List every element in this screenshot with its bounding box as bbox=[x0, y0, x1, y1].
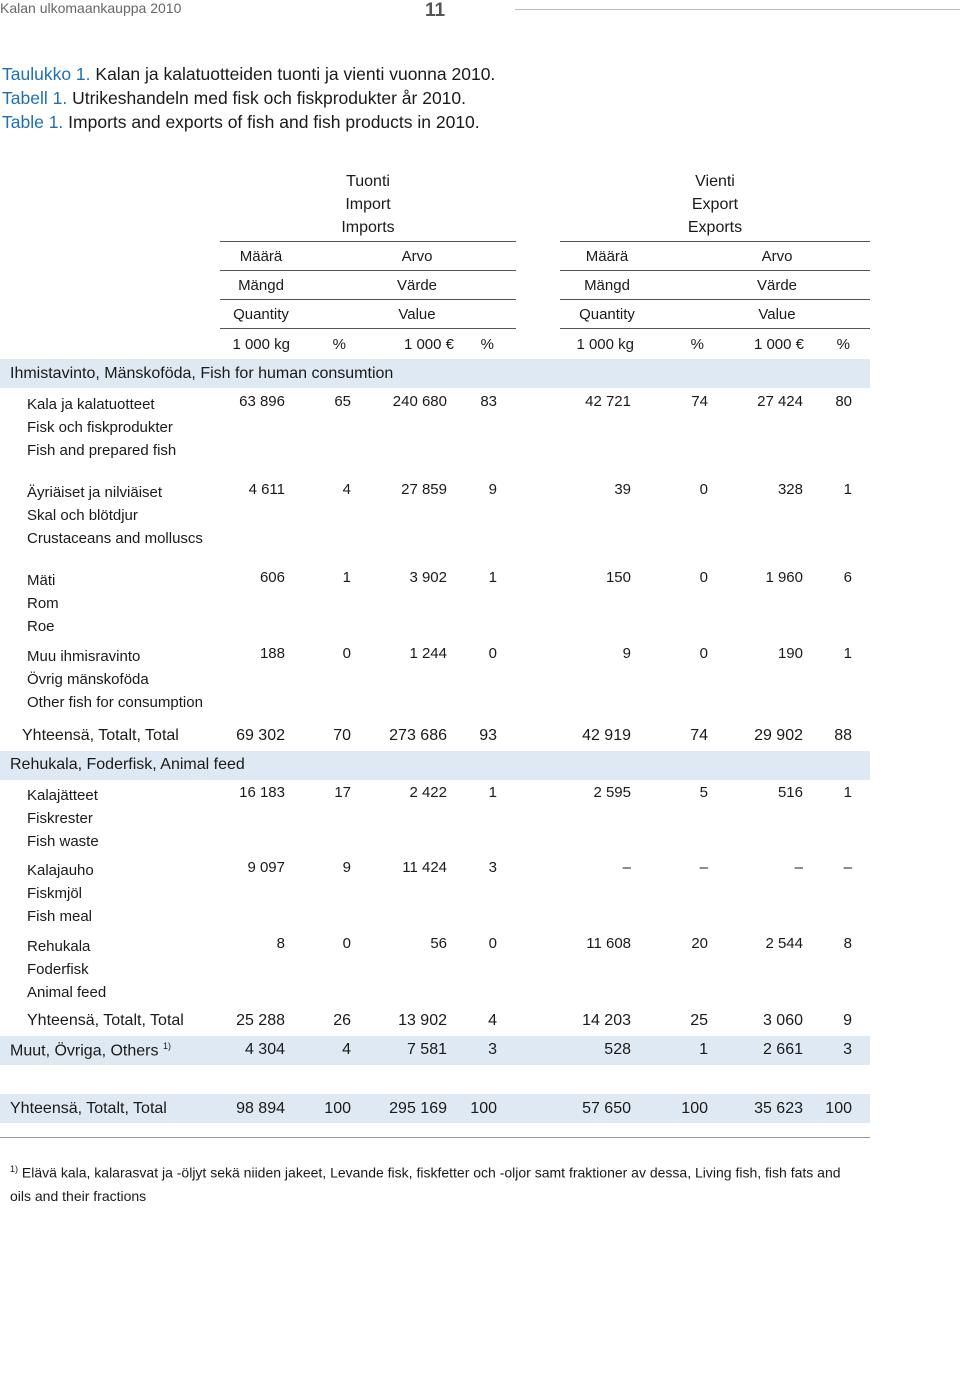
value-cell: 1 bbox=[342, 569, 351, 586]
subhead-quantity: Mängd bbox=[238, 277, 284, 294]
header-rule-import bbox=[220, 270, 516, 271]
subtotal-label: Yhteensä, Totalt, Total bbox=[27, 1012, 184, 1029]
value-cell: 9 bbox=[843, 1012, 852, 1029]
unit-header: % bbox=[690, 336, 704, 353]
subhead-value: Värde bbox=[396, 277, 438, 294]
row-label: Kalajätteet Fiskrester Fish waste bbox=[27, 787, 99, 850]
value-cell: 6 bbox=[843, 569, 852, 586]
value-cell: 93 bbox=[479, 727, 497, 744]
import-header: Tuonti Import Imports bbox=[341, 173, 395, 236]
value-cell: 3 060 bbox=[762, 1012, 803, 1029]
value-cell: 0 bbox=[699, 569, 708, 586]
value-cell: 1 bbox=[699, 1041, 708, 1058]
value-cell: 2 422 bbox=[409, 784, 447, 801]
value-cell: 69 302 bbox=[236, 727, 285, 744]
value-cell: 39 bbox=[614, 481, 631, 498]
value-cell: 9 bbox=[342, 859, 351, 876]
value-cell: 3 bbox=[488, 1041, 497, 1058]
row-label: Kalajauho Fiskmjöl Fish meal bbox=[27, 862, 94, 925]
footnote-rule bbox=[0, 1137, 870, 1138]
value-cell: 11 608 bbox=[586, 935, 631, 952]
value-cell: 3 bbox=[488, 859, 497, 876]
value-cell: 98 894 bbox=[236, 1100, 285, 1117]
subhead-value: Value bbox=[758, 306, 796, 323]
value-cell: 8 bbox=[276, 935, 285, 952]
export-header: Vienti Export Exports bbox=[687, 173, 743, 236]
others-label: Muut, Övriga, Others $^{1)}$ bbox=[10, 1041, 171, 1060]
grand-total-label: Yhteensä, Totalt, Total bbox=[10, 1100, 167, 1117]
value-cell: 70 bbox=[333, 727, 351, 744]
subhead-value: Arvo bbox=[401, 248, 433, 265]
subhead-value: Arvo bbox=[761, 248, 793, 265]
running-title: Kalan ulkomaankauppa 2010 bbox=[0, 0, 182, 16]
value-cell: 0 bbox=[342, 645, 351, 662]
value-cell: 56 bbox=[430, 935, 447, 952]
value-cell: 328 bbox=[777, 481, 803, 498]
value-cell: 1 244 bbox=[409, 645, 447, 662]
value-cell: 4 bbox=[488, 1012, 497, 1029]
value-cell: 0 bbox=[342, 935, 351, 952]
header-rule-import bbox=[220, 299, 516, 300]
value-cell: 100 bbox=[825, 1100, 852, 1117]
value-cell: 27 859 bbox=[401, 481, 447, 498]
value-cell: 150 bbox=[605, 569, 631, 586]
value-cell: 190 bbox=[777, 645, 803, 662]
value-cell: 295 169 bbox=[389, 1100, 447, 1117]
value-cell: 100 bbox=[470, 1100, 497, 1117]
value-cell: 11 424 bbox=[402, 859, 447, 876]
unit-header: 1 000 kg bbox=[576, 336, 634, 353]
value-cell: 2 544 bbox=[765, 935, 803, 952]
header-rule-export bbox=[560, 241, 870, 242]
value-cell: 4 bbox=[342, 481, 351, 498]
value-cell: 57 650 bbox=[582, 1100, 631, 1117]
title-fi: Taulukko 1. Kalan ja kalatuotteiden tuonti ja vienti vuonna 2010. bbox=[2, 64, 496, 84]
subhead-quantity: Quantity bbox=[233, 306, 289, 323]
value-cell: 9 bbox=[488, 481, 497, 498]
subhead-quantity: Mängd bbox=[584, 277, 630, 294]
header-rule bbox=[515, 9, 960, 10]
value-cell: 0 bbox=[488, 935, 497, 952]
value-cell: 2 661 bbox=[762, 1041, 803, 1058]
row-label: Äyriäiset ja nilviäiset Skal och blötdjur Crustaceans and molluscs bbox=[27, 484, 203, 547]
subhead-value: Value bbox=[398, 306, 436, 323]
subhead-value: Värde bbox=[756, 277, 798, 294]
row-label: Kala ja kalatuotteet Fisk och fiskprodukter Fish and prepared fish bbox=[27, 396, 177, 459]
value-cell: 65 bbox=[334, 393, 351, 410]
value-cell: 1 bbox=[843, 645, 852, 662]
value-cell: 26 bbox=[333, 1012, 351, 1029]
value-cell: 7 581 bbox=[406, 1041, 447, 1058]
value-cell: 1 bbox=[488, 784, 497, 801]
value-cell: 25 288 bbox=[236, 1012, 285, 1029]
value-cell: 4 bbox=[342, 1041, 351, 1058]
value-cell: 3 bbox=[843, 1041, 852, 1058]
header-rule-import bbox=[220, 241, 516, 242]
value-cell: 0 bbox=[488, 645, 497, 662]
value-cell: 27 424 bbox=[757, 393, 803, 410]
value-cell: – bbox=[843, 859, 852, 876]
value-cell: 74 bbox=[691, 393, 708, 410]
row-label: Mäti Rom Roe bbox=[27, 572, 59, 635]
header-rule-export bbox=[560, 299, 870, 300]
value-cell: 29 902 bbox=[754, 727, 803, 744]
value-cell: 240 680 bbox=[392, 393, 447, 410]
header-rule-import bbox=[220, 328, 516, 329]
value-cell: 25 bbox=[690, 1012, 708, 1029]
page-number: 11 bbox=[425, 0, 446, 21]
value-cell: 13 902 bbox=[398, 1012, 447, 1029]
header-rule-export bbox=[560, 328, 870, 329]
value-cell: 16 183 bbox=[239, 784, 285, 801]
value-cell: 0 bbox=[699, 481, 708, 498]
value-cell: 188 bbox=[259, 645, 285, 662]
value-cell: 42 721 bbox=[585, 393, 631, 410]
row-label: Muu ihmisravinto Övrig mänskoföda Other fish for consumption bbox=[27, 648, 203, 711]
value-cell: 516 bbox=[777, 784, 803, 801]
subtotal-label: Yhteensä, Totalt, Total bbox=[22, 727, 179, 744]
value-cell: 20 bbox=[691, 935, 708, 952]
value-cell: 83 bbox=[480, 393, 497, 410]
value-cell: 4 304 bbox=[244, 1041, 285, 1058]
value-cell: 4 611 bbox=[248, 481, 285, 498]
subhead-quantity: Määrä bbox=[239, 248, 283, 265]
value-cell: – bbox=[794, 859, 803, 876]
value-cell: 8 bbox=[843, 935, 852, 952]
unit-header: 1 000 € bbox=[753, 336, 804, 353]
value-cell: 63 896 bbox=[239, 393, 285, 410]
value-cell: 2 595 bbox=[593, 784, 631, 801]
subhead-quantity: Quantity bbox=[579, 306, 635, 323]
value-cell: 100 bbox=[324, 1100, 351, 1117]
footnote: $^{1)}$ Elävä kala, kalarasvat ja -öljyt sekä niiden jakeet, Levande fisk, fiskfetter och -oljor samt fraktioner av dessa, Living fish, fish fats and oils and their fractions bbox=[10, 1164, 841, 1204]
value-cell: 42 919 bbox=[582, 727, 631, 744]
value-cell: 35 623 bbox=[754, 1100, 803, 1117]
section-title: Ihmistavinto, Mänskoföda, Fish for human consumtion bbox=[10, 365, 394, 382]
value-cell: 5 bbox=[699, 784, 708, 801]
value-cell: 74 bbox=[690, 727, 708, 744]
value-cell: 1 bbox=[488, 569, 497, 586]
unit-header: 1 000 kg bbox=[232, 336, 290, 353]
value-cell: 273 686 bbox=[389, 727, 447, 744]
unit-header: 1 000 € bbox=[403, 336, 454, 353]
unit-header: % bbox=[480, 336, 494, 353]
value-cell: 88 bbox=[834, 727, 852, 744]
value-cell: 80 bbox=[835, 393, 852, 410]
value-cell: 100 bbox=[681, 1100, 708, 1117]
value-cell: 528 bbox=[604, 1041, 631, 1058]
unit-header: % bbox=[332, 336, 346, 353]
value-cell: – bbox=[622, 859, 631, 876]
value-cell: 606 bbox=[259, 569, 285, 586]
value-cell: 17 bbox=[334, 784, 351, 801]
value-cell: 9 bbox=[622, 645, 631, 662]
value-cell: 14 203 bbox=[582, 1012, 631, 1029]
table-titles bbox=[2, 62, 495, 134]
value-cell: 0 bbox=[699, 645, 708, 662]
value-cell: 9 097 bbox=[247, 859, 285, 876]
value-cell: 1 bbox=[843, 481, 852, 498]
value-cell: 1 960 bbox=[765, 569, 803, 586]
row-label: Rehukala Foderfisk Animal feed bbox=[27, 938, 107, 1001]
value-cell: 1 bbox=[843, 784, 852, 801]
value-cell: 3 902 bbox=[409, 569, 447, 586]
title-sv: Tabell 1. Utrikeshandeln med fisk och fiskprodukter år 2010. bbox=[2, 88, 467, 108]
subhead-quantity: Määrä bbox=[585, 248, 629, 265]
title-en: Table 1. Imports and exports of fish and fish products in 2010. bbox=[2, 112, 480, 132]
value-cell: – bbox=[699, 859, 708, 876]
header-rule-export bbox=[560, 270, 870, 271]
section-title: Rehukala, Foderfisk, Animal feed bbox=[10, 756, 245, 773]
unit-header: % bbox=[836, 336, 850, 353]
